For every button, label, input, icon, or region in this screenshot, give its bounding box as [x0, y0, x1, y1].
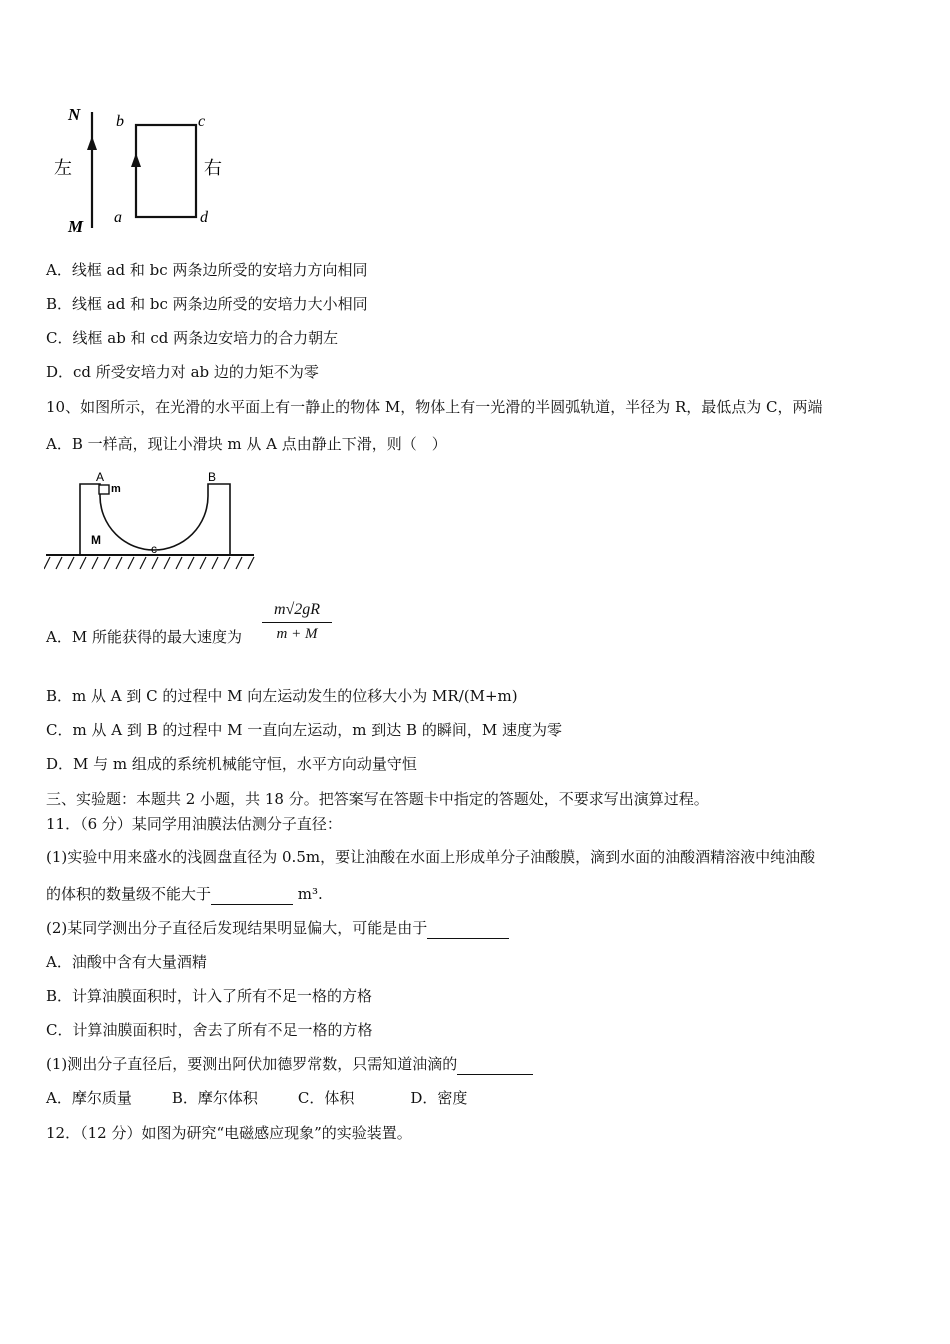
figure-semicircle-track: [44, 464, 256, 576]
q11-part2-option-c: C．计算油膜面积时，舍去了所有不足一格的方格: [46, 1021, 373, 1039]
q11-part2-text: (2)某同学测出分子直径后发现结果明显偏大，可能是由于: [46, 919, 428, 937]
q11-part3-option-b: B．摩尔体积: [171, 1089, 258, 1107]
q11-part1-line2: [46, 884, 323, 905]
label-a: a: [114, 209, 122, 226]
label-m: m: [111, 483, 121, 495]
q10-stem-line1: 10、如图所示，在光滑的水平面上有一静止的物体 M，物体上有一光滑的半圆弧轨道，半径为 R，最低点为 C，两端: [46, 398, 823, 416]
q11-part2: [46, 918, 509, 939]
q11-part3-options: [46, 1088, 507, 1108]
q11-part3-option-d: D．密度: [410, 1089, 468, 1107]
label-right: 右: [204, 158, 222, 179]
q11-part1-suffix: m³.: [293, 885, 323, 903]
answer-blank-3[interactable]: [457, 1054, 533, 1075]
label-C: c: [151, 542, 157, 556]
label-B: B: [208, 470, 217, 484]
label-left: 左: [54, 158, 72, 179]
q11-part3-text: (1)测出分子直径后，要测出阿伏加德罗常数，只需知道油滴的: [46, 1055, 458, 1073]
fraction-denominator: m + M: [276, 626, 318, 642]
q11-part2-option-b: B．计算油膜面积时，计入了所有不足一格的方格: [46, 987, 373, 1005]
label-N: N: [68, 105, 81, 124]
q9-option-c: C．线框 ab 和 cd 两条边安培力的合力朝左: [46, 329, 339, 347]
q11-part3-option-c: C．体积: [297, 1089, 355, 1107]
q10-option-d: D．M 与 m 组成的系统机械能守恒，水平方向动量守恒: [46, 755, 417, 773]
q12-title: 12．（12 分）如图为研究“电磁感应现象”的实验装置。: [46, 1124, 412, 1142]
q10-option-b: B．m 从 A 到 C 的过程中 M 向左运动发生的位移大小为 MR/(M+m): [46, 687, 518, 705]
q11-part2-option-a: A．油酸中含有大量酒精: [46, 953, 207, 971]
q10-option-c: C．m 从 A 到 B 的过程中 M 一直向左运动，m 到达 B 的瞬间，M 速度为零: [46, 721, 562, 739]
answer-blank-2[interactable]: [427, 918, 509, 939]
q11-part1-line1: (1)实验中用来盛水的浅圆盘直径为 0.5m，要让油酸在水面上形成单分子油酸膜，滴到水面的油酸酒精溶液中纯油酸: [46, 848, 816, 866]
q11-part3: [46, 1054, 533, 1075]
section-3-heading: 三、实验题：本题共 2 小题，共 18 分。把答案写在答题卡中指定的答题处，不要求写出演算过程。: [46, 790, 709, 808]
q9-option-d: D．cd 所受安培力对 ab 边的力矩不为零: [46, 363, 319, 381]
q11-part3-option-a: A．摩尔质量: [46, 1089, 132, 1107]
q11-part1-prefix: 的体积的数量级不能大于: [46, 885, 212, 903]
label-b: b: [116, 113, 124, 130]
q9-option-a: A．线框 ad 和 bc 两条边所受的安培力方向相同: [46, 261, 368, 279]
label-c: c: [198, 113, 206, 130]
label-M-block: M: [91, 533, 101, 547]
label-d: d: [200, 209, 208, 226]
q9-option-b: B．线框 ad 和 bc 两条边所受的安培力大小相同: [46, 295, 368, 313]
q11-title: 11．（6 分）某同学用油膜法估测分子直径：: [46, 815, 342, 833]
fraction-numerator: m√2gR: [262, 601, 332, 623]
max-velocity-fraction: [262, 601, 332, 643]
label-M: M: [68, 217, 84, 236]
q10-stem-line2: A．B 一样高，现让小滑块 m 从 A 点由静止下滑，则（ ）: [46, 435, 447, 453]
label-A: A: [96, 470, 105, 484]
q10-option-a: A．M 所能获得的最大速度为: [46, 628, 242, 646]
figure-wire-loop: [50, 100, 240, 240]
answer-blank-1[interactable]: [211, 884, 293, 905]
